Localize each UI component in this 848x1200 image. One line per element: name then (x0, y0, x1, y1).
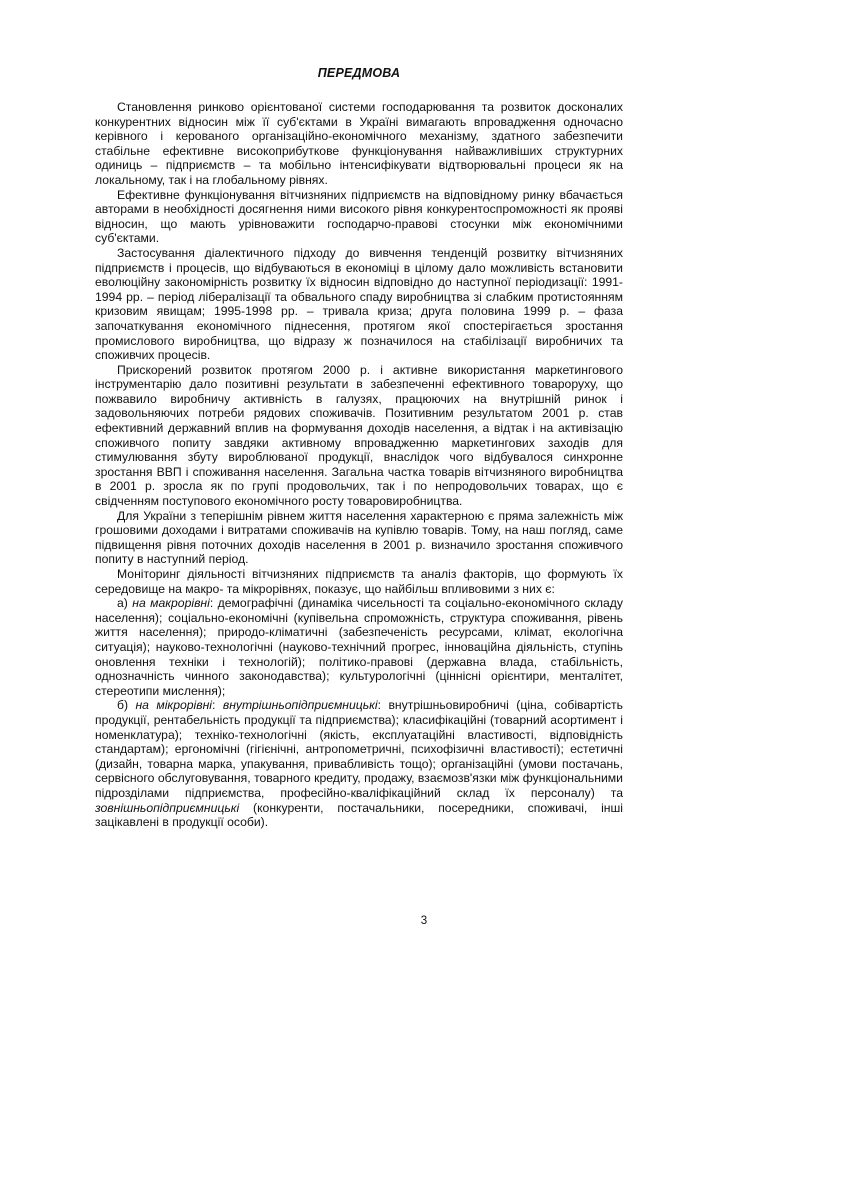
item-b-text: : внутрішньовиробничі (ціна, собівартість продукції, рентабельність продукції та підприємства); класифікаційні (товарний асортимент і номенклатура); техніко-технологічні (якість, експлуатаційні властивості, відповідність стандартам); ергономічні (гігієнічні, антропометричні, психофізичні властивості); естетичні (дизайн, товарна марка, упакування, привабливість тощо); організаційні (умови постачань, сервісного обслуговування, товарного кредиту, продажу, взаємозв'язки між функціональними підрозділами підприємства, професійно-кваліфікаційний склад їх персоналу) та (95, 698, 623, 800)
item-a-text: : демографічні (динаміка чисельності та соціально-економічного складу населення); соціально-економічні (купівельна спроможність, структура споживання, рівень життя населення); природо-кліматичні (забезпеченість ресурсами, клімат, екологічна ситуація); науково-технологічні (науково-технічний прогрес, інноваційна діяльність, ступінь оновлення техніки і технологій); політико-правові (державна влада, стабільність, однозначність чинного законодавства); культурологічні (ціннісні орієнтири, менталітет, стереотипи мислення); (95, 596, 623, 698)
paragraph-3: Застосування діалектичного підходу до вивчення тенденцій розвитку вітчизняних підприємств і процесів, що відбуваються в економіці в цілому дало можливість встановити еволюційну закономірність розвитку їх відносин відповідно до наступної періодизації: 1991-1994 рр. – період лібералізації та обвального спаду виробництва зі слабким протистоянням кризовим явищам; 1995-1998 рр. – тривала криза; друга половина 1999 р. – фаза започаткування економічного піднесення, протягом якої спостерігається зростання промислового виробництва, що відразу ж позначилося на стабілізації виробничих та споживчих процесів. (95, 245, 623, 363)
paragraph-6: Моніторинг діяльності вітчизняних підприємств та аналіз факторів, що формують їх середовище на макро- та мікрорівнях, показує, що найбільш впливовими з них є: (95, 567, 623, 596)
list-item-a (95, 596, 623, 698)
item-b-label2: внутрішньопідприємницькі (222, 698, 378, 713)
item-a-prefix: а) (117, 596, 133, 611)
item-a-label: на макрорівні (132, 596, 210, 611)
item-b-text2: (конкуренти, постачальники, посередники, споживачі, інші зацікавлені в продукції особи). (95, 800, 623, 830)
paragraph-1: Становлення ринково орієнтованої системи господарювання та розвиток досконалих конкурентних відносин між її суб'єктами в Україні вимагають впровадження одночасно керівного і керованого організаційно-економічного механізму, здатного забезпечити стабільне ефективне високоприбуткове функціонування найважливіших структурних одиниць – підприємств – та мобільно інтенсифікувати відтворювальні процеси як на локальному, так і на глобальному рівнях. (95, 100, 623, 187)
paragraph-4: Прискорений розвиток протягом 2000 р. і активне використання маркетингового інструментарію дало позитивні результати в забезпеченні ефективного товароруху, що пожвавило виробничу активність в галузях, працюючих на внутрішній ринок і задовольняючих потреби рядових споживачів. Позитивним результатом 2001 р. став ефективний державний вплив на формування доходів населення, а відтак і на активізацію споживчого попиту завдяки активному впровадженню маркетингових заходів для стимулювання збуту вироблюваної продукції, внаслідок чого відбувалося синхронне зростання ВВП і споживання населення. Загальна частка товарів вітчизняного виробництва в 2001 р. зросла як по групі продовольчих, так і по непродовольчих товарах, що є свідченням поступового економічного росту товаровиробництва. (95, 362, 623, 509)
document-page (95, 60, 623, 830)
paragraph-2: Ефективне функціонування вітчизняних підприємств на відповідному ринку вбачається авторами в необхідності досягнення ними високого рівня конкурентоспроможності як прояві відносин, що мають урівноважити господарчо-правові стосунки між економічними суб'єктами. (95, 187, 623, 246)
list-item-b (95, 698, 623, 829)
item-b-label: на мікрорівні (135, 698, 213, 713)
item-b-prefix: б) (117, 698, 136, 713)
item-b-sep: : (212, 698, 223, 713)
page-number: 3 (420, 915, 428, 927)
paragraph-5: Для України з теперішнім рівнем життя населення характерною є пряма залежність між грошовими доходами і витратами споживачів на купівлю товарів. Тому, на наш погляд, саме підвищення рівня поточних доходів населення в 2001 р. визначило зростання споживчого попиту в наступний період. (95, 508, 623, 567)
item-b-label3: зовнішньопідприємницькі (95, 800, 240, 815)
page-title: ПЕРЕДМОВА (317, 66, 401, 80)
